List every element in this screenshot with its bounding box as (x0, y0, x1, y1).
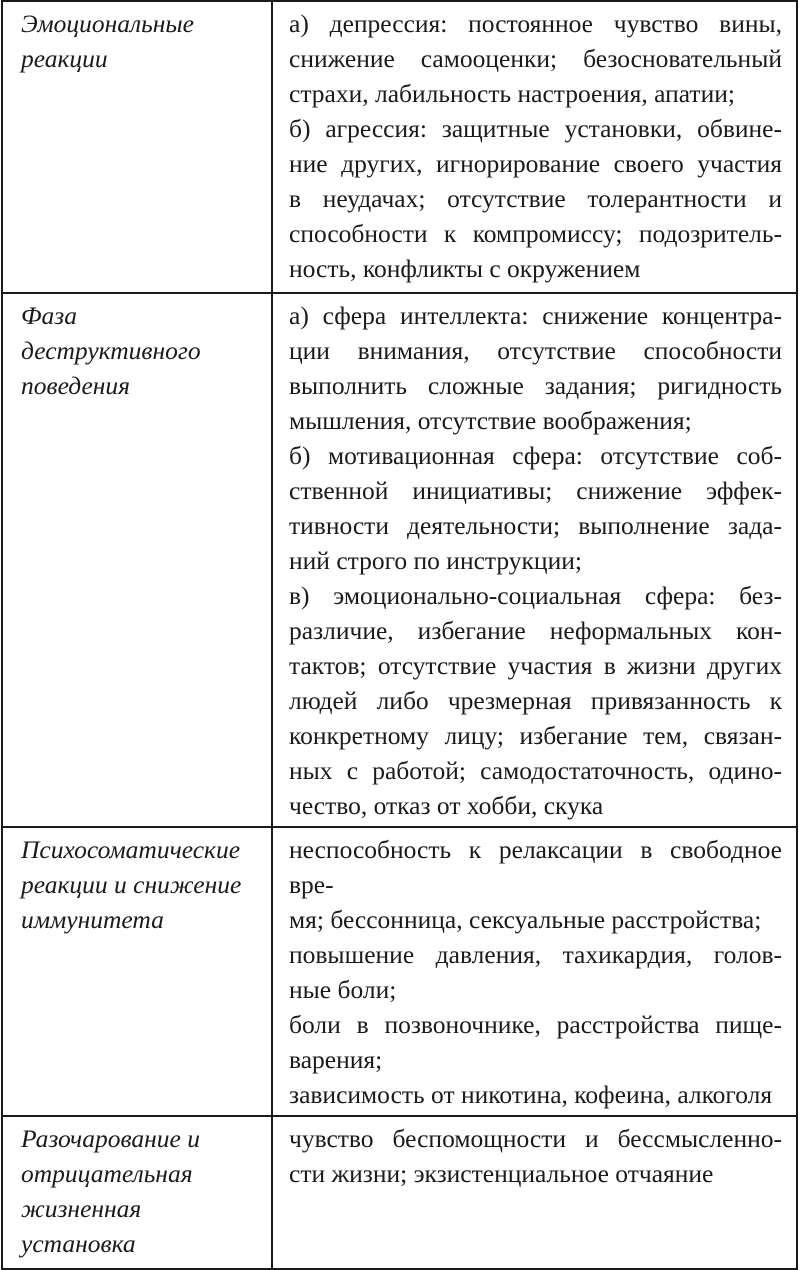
phase-line: иммунитета (21, 905, 164, 934)
description-line: ных с работой; самодостаточность, одино- (289, 756, 782, 785)
description-line: способности к компромиссу; подозритель- (289, 219, 782, 248)
table-row (2, 1116, 797, 1269)
description-line: боли в позвоночнике, расстройства пище- (289, 1010, 782, 1039)
table-body (2, 1, 797, 1269)
description-line: повышение давления, тахикардия, голов- (289, 940, 782, 969)
phase-line: Эмоциональные (21, 9, 194, 38)
description-line: мышления, отсутствие воображения; (289, 406, 692, 435)
phase-line: Фаза (21, 301, 77, 330)
description-line: ний строго по инструкции; (289, 546, 582, 575)
phase-line: установка (21, 1229, 136, 1258)
phase-line: Разочарование и (21, 1124, 200, 1153)
description-line: ции внимания, отсутствие способности (289, 336, 782, 365)
phase-cell (2, 1116, 272, 1269)
description-line: конкретному лицу; избегание тем, связан- (289, 721, 782, 750)
description-line: сти жизни; экзистенциальное отчаяние (289, 1159, 714, 1188)
description-cell (272, 1116, 797, 1269)
description-line: тактов; отсутствие участия в жизни других (289, 651, 782, 680)
phase-cell (2, 1, 272, 293)
phase-line: Психосоматические (21, 835, 241, 864)
phase-line: жизненная (21, 1194, 142, 1223)
description-line: б) агрессия: защитные установки, обвине- (289, 114, 782, 143)
phase-line: деструктивного (21, 336, 201, 365)
description-line: тивности деятельности; выполнение зада- (289, 511, 782, 540)
description-line: страхи, лабильность настроения, апатии; (289, 79, 735, 108)
phase-cell (2, 293, 272, 827)
description-line: чувство беспомощности и бессмысленно- (289, 1124, 782, 1153)
description-line: ние других, игнорирование своего участия (289, 149, 782, 178)
description-line: ные боли; (289, 975, 397, 1004)
description-line: неспособность к релаксации в свободное вре- (289, 835, 782, 899)
description-line: а) депрессия: постоянное чувство вины, (289, 9, 782, 38)
description-line: в) эмоционально-социальная сфера: без- (289, 581, 782, 610)
description-cell (272, 1, 797, 293)
description-line: ственной инициативы; снижение эффек- (289, 476, 782, 505)
description-line: различие, избегание неформальных кон- (289, 616, 782, 645)
phase-line: реакции (21, 44, 108, 73)
table-row (2, 827, 797, 1116)
description-line: мя; бессонница, сексуальные расстройства; (289, 905, 762, 934)
phase-cell (2, 827, 272, 1116)
description-line: людей либо чрезмерная привязанность к (289, 686, 782, 715)
description-cell (272, 293, 797, 827)
phase-line: реакции и снижение (21, 870, 242, 899)
phase-line: отрицательная (21, 1159, 193, 1188)
table-row (2, 1, 797, 293)
description-line: чество, отказ от хобби, скука (289, 791, 604, 820)
description-line: ность, конфликты с окружением (289, 254, 641, 283)
description-cell (272, 827, 797, 1116)
description-line: выполнить сложные задания; ригидность (289, 371, 782, 400)
description-line: снижение самооценки; безосновательный (289, 44, 782, 73)
burnout-phases-table (1, 0, 798, 1270)
table-row (2, 293, 797, 827)
phase-line: поведения (21, 371, 131, 400)
description-line: в неудачах; отсутствие толерантности и (289, 184, 782, 213)
description-line: а) сфера интеллекта: снижение концентра- (289, 301, 782, 330)
description-line: зависимость от никотина, кофеина, алкоголя (289, 1080, 773, 1109)
description-line: варения; (289, 1045, 383, 1074)
description-line: б) мотивационная сфера: отсутствие соб- (289, 441, 782, 470)
